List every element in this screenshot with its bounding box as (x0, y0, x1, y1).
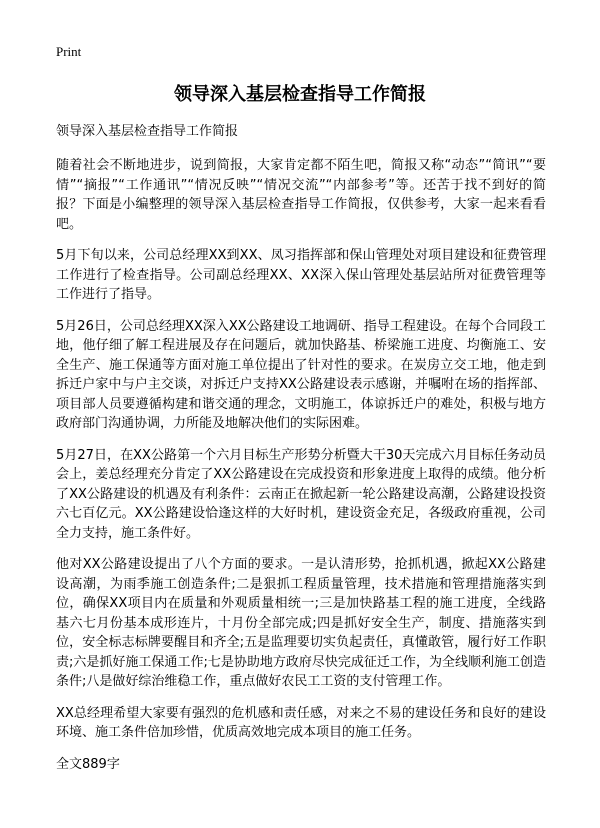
article-subtitle: 领导深入基层检查指导工作简报 (56, 124, 239, 139)
print-link[interactable]: Print (56, 44, 82, 59)
word-count: 全文889字 (56, 756, 120, 772)
article-body (56, 122, 546, 775)
paragraph-eight-requirements: 他对XX公路建设提出了八个方面的要求。一是认清形势，抢抓机遇，掀起XX公路建设高潮，为雨季施工创造条件;二是狠抓工程质量管理，技术措施和管理措施落实到位，确保XX项目内在质量和外观质量相统一;三是加快路基工程的施工进度，全线路基六七月份基本成形连片，十月份全部完成;四是抓好安全生产，制度、措施落实到位，安全标志标牌要醒目和齐全;五是监理要切实负起责任，真懂敢管，履行好工作职责;六是抓好施工保通工作;七是协助地方政府尽快完成征迁工作，为全线顺利施工创造条件;八是做好综治维稳工作，重点做好农民工工资的支付管理工作。 (56, 557, 546, 689)
paragraph-intro: 随着社会不断地进步，说到简报，大家肯定都不陌生吧，简报又称“动态”“简讯”“要情”“摘报”“工作通讯”“情况反映”“情况交流”“内部参考”等。还苦于找不到好的简报？下面是小编整理的领导深入基层检查指导工作简报，仅供参考，大家一起来看看吧。 (56, 158, 546, 232)
paragraph-may-27: 5月27日，在XX公路第一个六月目标生产形势分析暨大干30天完成六月目标任务动员会上，姜总经理充分肯定了XX公路建设在完成投资和形象进度上取得的成绩。他分析了XX公路建设的机遇及有利条件：云南正在掀起新一轮公路建设高潮，公路建设投资六七百亿元。XX公路建设恰逢这样的大好时机，建设资金充足，各级政府重视，公司全力支持，施工条件好。 (56, 447, 546, 541)
paragraph-may-26: 5月26日，公司总经理XX深入XX公路建设工地调研、指导工程建设。在每个合同段工地，他仔细了解工程进展及存在问题后，就加快路基、桥梁施工进度、均衡施工、安全生产、施工保通等方面对施工单位提出了针对性的要求。在炭房立交工地，他走到拆迁户家中与户主交谈，对拆迁户支持XX公路建设表示感谢，并嘱咐在场的指挥部、项目部人员要遵循构建和谐交通的理念，文明施工，体谅拆迁户的难处，积极与地方政府部门沟通协调，力所能及地解决他们的实际困难。 (56, 318, 546, 431)
page-title: 领导深入基层检查指导工作简报 (174, 84, 426, 105)
paragraph-closing: XX总经理希望大家要有强烈的危机感和责任感，对来之不易的建设任务和良好的建设环境、施工条件倍加珍惜，优质高效地完成本项目的施工任务。 (56, 705, 546, 740)
paragraph-late-may: 5月下旬以来，公司总经理XX到XX、凤习指挥部和保山管理处对项目建设和征费管理工作进行了检查指导。公司副总经理XX、XX深入保山管理处基层站所对征费管理等工作进行了指导。 (56, 248, 546, 302)
